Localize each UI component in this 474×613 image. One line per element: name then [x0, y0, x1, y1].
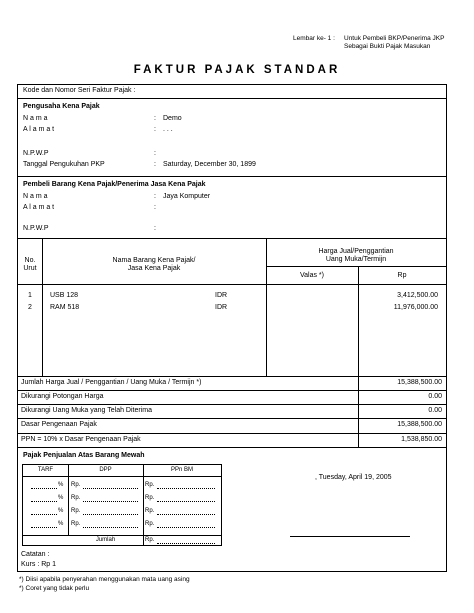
dpp-blank: [83, 488, 138, 489]
row-no: 2: [28, 304, 32, 311]
row-currency: IDR: [215, 304, 228, 311]
document-title: FAKTUR PAJAK STANDAR: [133, 64, 341, 76]
buyer-section-title: Pembeli Barang Kena Pajak/Penerima Jasa Kena Pajak: [23, 181, 206, 188]
buyer-name-value: Jaya Komputer: [163, 193, 211, 200]
col-header-price-line1: Harga Jual/Penggantian: [318, 248, 394, 255]
luxury-total-rp: Rp.: [145, 537, 155, 543]
signature-line: [290, 536, 410, 537]
divider: [23, 476, 221, 477]
dpp-rp-label: Rp.: [71, 482, 81, 488]
col-header-valas: Valas *): [300, 272, 324, 279]
discount-value: 0.00: [428, 393, 442, 400]
buyer-address-label: A l a m a t: [23, 204, 55, 211]
luxury-total-label: Jumlah: [95, 537, 116, 543]
signature-date: , Tuesday, April 19, 2005: [315, 474, 392, 481]
divider: [18, 284, 446, 285]
divider: [18, 376, 446, 377]
downpayment-value: 0.00: [428, 407, 442, 414]
colon: :: [154, 193, 156, 200]
total-value: 15,388,500.00: [397, 379, 442, 386]
percent-sign: %: [58, 482, 64, 488]
buyer-name-label: N a m a: [23, 193, 48, 200]
percent-sign: %: [58, 508, 64, 514]
divider: [18, 447, 446, 448]
tax-base-value: 15,388,500.00: [397, 421, 442, 428]
sheet-label: Lembar ke- 1 :: [293, 35, 335, 42]
ppnbm-blank: [157, 501, 215, 502]
divider: [18, 98, 446, 99]
discount-label: Dikurangi Potongan Harga: [21, 393, 104, 400]
divider: [68, 465, 69, 535]
dpp-rp-label: Rp.: [71, 521, 81, 527]
col-header-rp: Rp: [397, 272, 407, 279]
vat-label: PPN = 10% x Dasar Pengenaan Pajak: [21, 436, 141, 443]
col-header-name-line1: Nama Barang Kena Pajak/: [112, 257, 196, 264]
col-header-name-line2: Jasa Kena Pajak: [127, 265, 181, 272]
colon: :: [154, 126, 156, 133]
footnote-foreign-currency: *) Diisi apabila penyerahan menggunakan mata uang asing: [19, 576, 190, 583]
seller-pkp-date-value: Saturday, December 30, 1899: [163, 161, 256, 168]
colon: :: [154, 115, 156, 122]
col-header-no: No.: [24, 257, 36, 264]
exchange-rate: Kurs : Rp 1: [21, 561, 57, 568]
buyer-npwp-label: N.P.W.P: [23, 225, 49, 232]
divider: [23, 535, 221, 536]
row-no: 1: [28, 292, 32, 299]
tax-base-label: Dasar Pengenaan Pajak: [21, 421, 97, 428]
dpp-blank: [83, 501, 138, 502]
col-header-price-line2: Uang Muka/Termijn: [325, 256, 387, 263]
divider: [18, 418, 446, 419]
tarif-blank: [31, 488, 57, 489]
row-amount: 11,976,000.00: [393, 304, 438, 311]
luxury-col-dpp: DPP: [99, 467, 112, 473]
downpayment-label: Dikurangi Uang Muka yang Telah Diterima: [21, 407, 152, 414]
ppnbm-rp-label: Rp.: [145, 508, 155, 514]
luxury-tax-title: Pajak Penjualan Atas Barang Mewah: [23, 452, 145, 459]
ppnbm-rp-label: Rp.: [145, 521, 155, 527]
dpp-blank: [83, 514, 138, 515]
sheet-purpose-line2: Sebagai Bukti Pajak Masukan: [344, 43, 431, 50]
divider: [266, 238, 267, 376]
ppnbm-rp-label: Rp.: [145, 495, 155, 501]
divider: [42, 238, 43, 376]
divider: [18, 238, 446, 239]
luxury-col-tarif: TARF: [37, 467, 54, 473]
tarif-blank: [31, 527, 57, 528]
percent-sign: %: [58, 521, 64, 527]
divider: [18, 433, 446, 434]
col-header-urut: Urut: [23, 265, 37, 272]
total-label: Jumlah Harga Jual / Penggantian / Uang Muka / Termijn *): [21, 379, 202, 386]
colon: :: [154, 204, 156, 211]
divider: [18, 390, 446, 391]
sheet-purpose-line1: Untuk Pembeli BKP/Penerima JKP: [344, 35, 445, 42]
row-item-name: RAM 518: [50, 304, 80, 311]
colon: :: [154, 225, 156, 232]
row-amount: 3,412,500.00: [397, 292, 438, 299]
ppnbm-blank: [157, 488, 215, 489]
vat-value: 1,538,850.00: [401, 436, 442, 443]
colon: :: [154, 161, 156, 168]
luxury-tax-table: [22, 464, 222, 546]
seller-address-value: . . .: [163, 126, 173, 133]
seller-npwp-label: N.P.W.P: [23, 150, 49, 157]
row-currency: IDR: [215, 292, 228, 299]
divider: [18, 404, 446, 405]
invoice-frame: [17, 84, 447, 572]
divider: [143, 465, 144, 545]
percent-sign: %: [58, 495, 64, 501]
ppnbm-blank: [157, 527, 215, 528]
dpp-rp-label: Rp.: [71, 508, 81, 514]
seller-pkp-date-label: Tanggal Pengukuhan PKP: [23, 161, 105, 168]
divider: [266, 266, 446, 267]
seller-name-label: N a m a: [23, 115, 48, 122]
seller-section-title: Pengusaha Kena Pajak: [23, 103, 100, 110]
dpp-blank: [83, 527, 138, 528]
notes-label: Catatan :: [21, 551, 50, 558]
seller-address-label: A l a m a t: [23, 126, 55, 133]
row-item-name: USB 128: [50, 292, 79, 299]
footnote-strike: *) Coret yang tidak perlu: [19, 585, 90, 592]
ppnbm-blank: [157, 514, 215, 515]
luxury-total-blank: [157, 543, 215, 544]
divider: [358, 433, 359, 447]
divider: [18, 176, 446, 177]
dpp-rp-label: Rp.: [71, 495, 81, 501]
colon: :: [154, 150, 156, 157]
ppnbm-rp-label: Rp.: [145, 482, 155, 488]
serial-number-label: Kode dan Nomor Seri Faktur Pajak :: [23, 87, 136, 94]
tarif-blank: [31, 501, 57, 502]
seller-name-value: Demo: [163, 115, 182, 122]
luxury-col-ppnbm: PPn BM: [170, 467, 193, 473]
tarif-blank: [31, 514, 57, 515]
